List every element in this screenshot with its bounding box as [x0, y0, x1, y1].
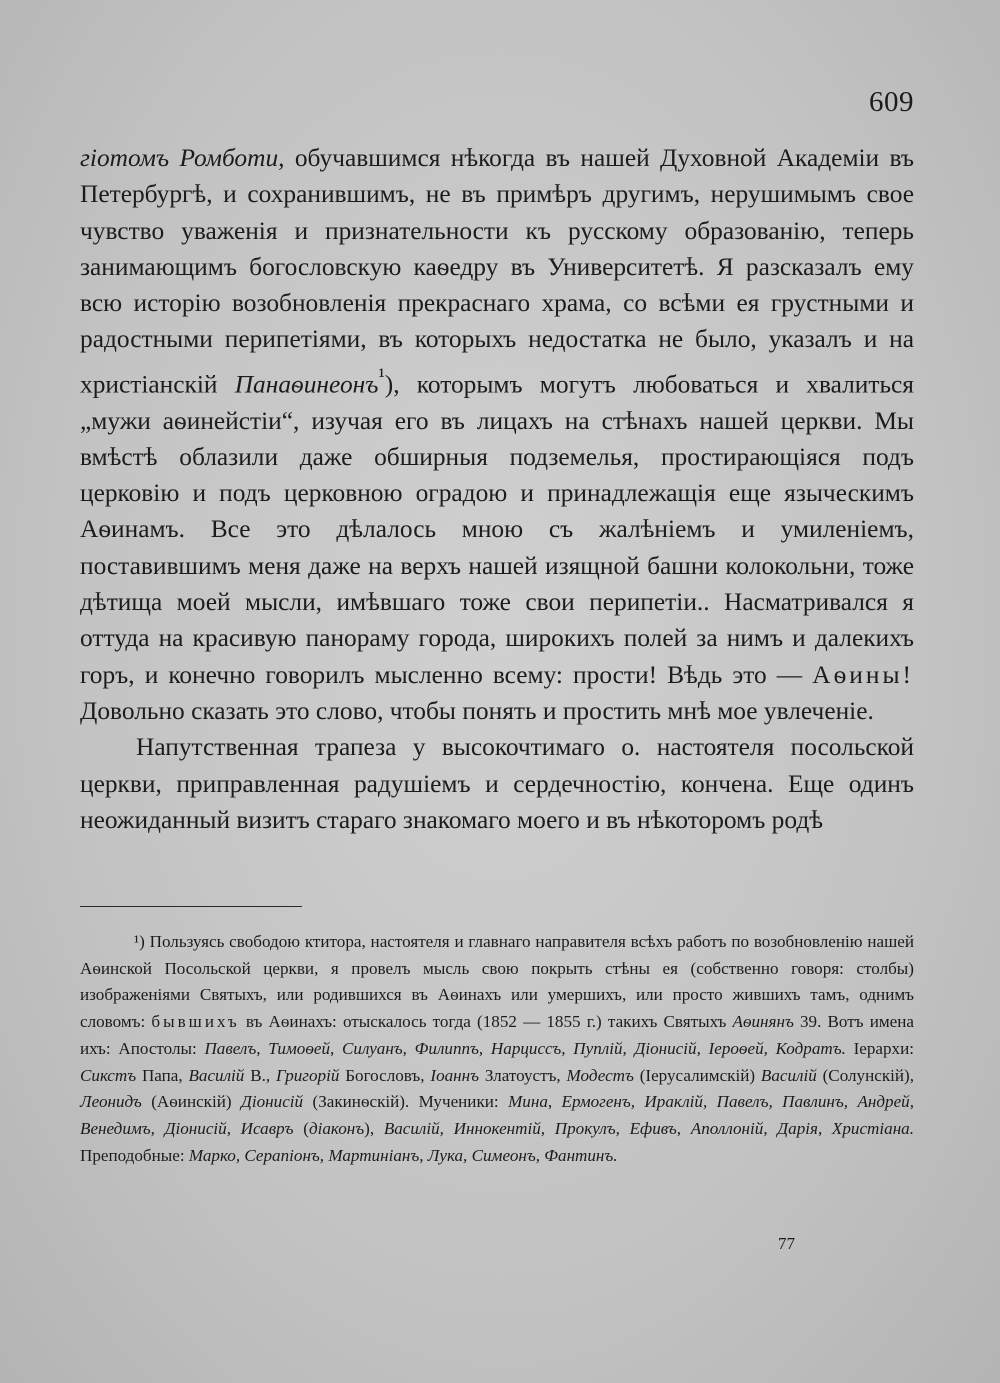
italic-run: Григорій	[275, 1065, 340, 1085]
italic-run: Василій	[760, 1065, 817, 1085]
italic-run: Сикстъ	[80, 1065, 137, 1085]
spaced-word: бывшихъ	[151, 1012, 240, 1032]
text-run: Преподобные:	[80, 1145, 189, 1165]
paragraph-1	[80, 140, 914, 729]
text-run: Папа,	[136, 1065, 189, 1085]
italic-run: Марко, Серапіонъ, Мартиніанъ, Лука, Симеонъ, Фантинъ.	[188, 1145, 618, 1165]
text-run: 39. Вотъ имена ихъ: Апостолы:	[80, 1012, 915, 1058]
text-run: Іерархи:	[845, 1038, 914, 1058]
text-run: Златоустъ,	[479, 1065, 567, 1085]
italic-run: Діонисій	[241, 1092, 304, 1112]
footnote	[80, 929, 914, 1169]
text-run: ), которымъ могутъ любоваться и хвалиться „мужи аѳинейстіи“, изучая его въ лицахъ на стѣнахъ нашей церкви. Мы вмѣстѣ облазили даже обширныя подземелья, простирающіяся подъ церковію и подъ церковною оградою и принадлежащія еще языческимъ Аѳинамъ. Все это дѣлалось мною съ жалѣніемъ и умиленіемъ, поставившимъ меня даже на верхъ нашей изящной башни колокольни, тоже дѣтища моей мысли, имѣвшаго тоже свои перипетіи.. Насматривался я оттуда на красивую панораму города, широкихъ полей за нимъ и далекихъ горъ, и конечно говорилъ мысленно всему: прости! Вѣдь это —	[80, 370, 914, 689]
italic-run: Василій	[188, 1065, 245, 1085]
italic-run: діаконъ	[308, 1118, 365, 1138]
text-run: въ Аѳинахъ: отыскалось тогда (1852 — 1855 г.) такихъ Святыхъ	[239, 1012, 733, 1032]
italic-run: Мина, Ермогенъ, Ираклій, Павелъ, Павлинъ, Андрей, Венедимъ, Діонисій, Исавръ	[80, 1092, 914, 1138]
text-run: (Закинѳскій). Мученики:	[303, 1092, 509, 1112]
text-run: обучавшимся нѣкогда въ нашей Духовной Академіи въ Петербургѣ, и сохранившимъ, не въ примѣръ другимъ, нерушимымъ свое чувство уваженія и признательности къ русскому образованію, теперь занимающимъ богословскую каѳедру въ Университетѣ. Я разсказалъ ему всю исторію возобновленія прекраснаго храма, со всѣми ея грустными и радостными перипетіями, въ которыхъ недостатка не было, указалъ и на христіанскій	[80, 144, 914, 399]
text-run: Довольно сказать это слово, чтобы понять и простить мнѣ мое увлеченіе.	[80, 696, 874, 725]
italic-name: гiотомъ Ромбоmи,	[80, 144, 285, 172]
footnote-marker: ¹	[134, 932, 140, 951]
italic-run: Василій, Иннокентій, Прокулъ, Ефивъ, Аполлоній, Дарія, Христіана.	[383, 1118, 915, 1138]
page-number: 609	[869, 86, 914, 118]
italic-run: Павелъ, Тимоѳей, Силуанъ, Филиппъ, Нарциссъ, Пуплій, Діонисій, Іероѳей, Кодратъ.	[204, 1038, 846, 1058]
text-run: Богословъ,	[339, 1065, 431, 1085]
italic-run: Аѳинянъ	[732, 1012, 794, 1032]
text-run: (Іерусалимскій)	[633, 1065, 761, 1085]
italic-run: Іоаннъ	[430, 1065, 479, 1085]
footnote-divider	[80, 906, 302, 907]
text-run: В.,	[244, 1065, 276, 1085]
footnote-marker: ¹	[378, 363, 385, 388]
text-run: ) Пользуясь свободою ктитора, настоятеля и главнаго направителя всѣхъ работъ по возобновленію нашей Аѳинской Посольской церкви, я провелъ мысль свою покрыть стѣны ея (собственно говоря: столбы) изображеніями Святыхъ, или родившихся въ Аѳинахъ или умершихъ, или просто жившихъ тамъ, однимъ словомъ:	[80, 932, 914, 1032]
text-run: (	[293, 1118, 309, 1138]
paragraph-2: Напутственная трапеза у высокочтимаго о. настоятеля посольской церкви, приправленная радушіемъ и сердечностію, кончена. Еще одинъ неожиданный визитъ стараго знакомаго моего и въ нѣкоторомъ родѣ	[80, 733, 914, 834]
italic-term: Панаѳинеонъ	[234, 370, 379, 399]
signature-mark: 77	[778, 1234, 795, 1253]
italic-run: Леонидъ	[80, 1092, 142, 1112]
text-run: (Солунскій),	[816, 1065, 914, 1085]
italic-run: Модестъ	[566, 1065, 634, 1085]
text-run: ),	[364, 1118, 384, 1138]
main-text	[80, 140, 914, 838]
spaced-word: Аѳины!	[812, 660, 914, 689]
text-run: (Аѳинскій)	[141, 1092, 241, 1112]
